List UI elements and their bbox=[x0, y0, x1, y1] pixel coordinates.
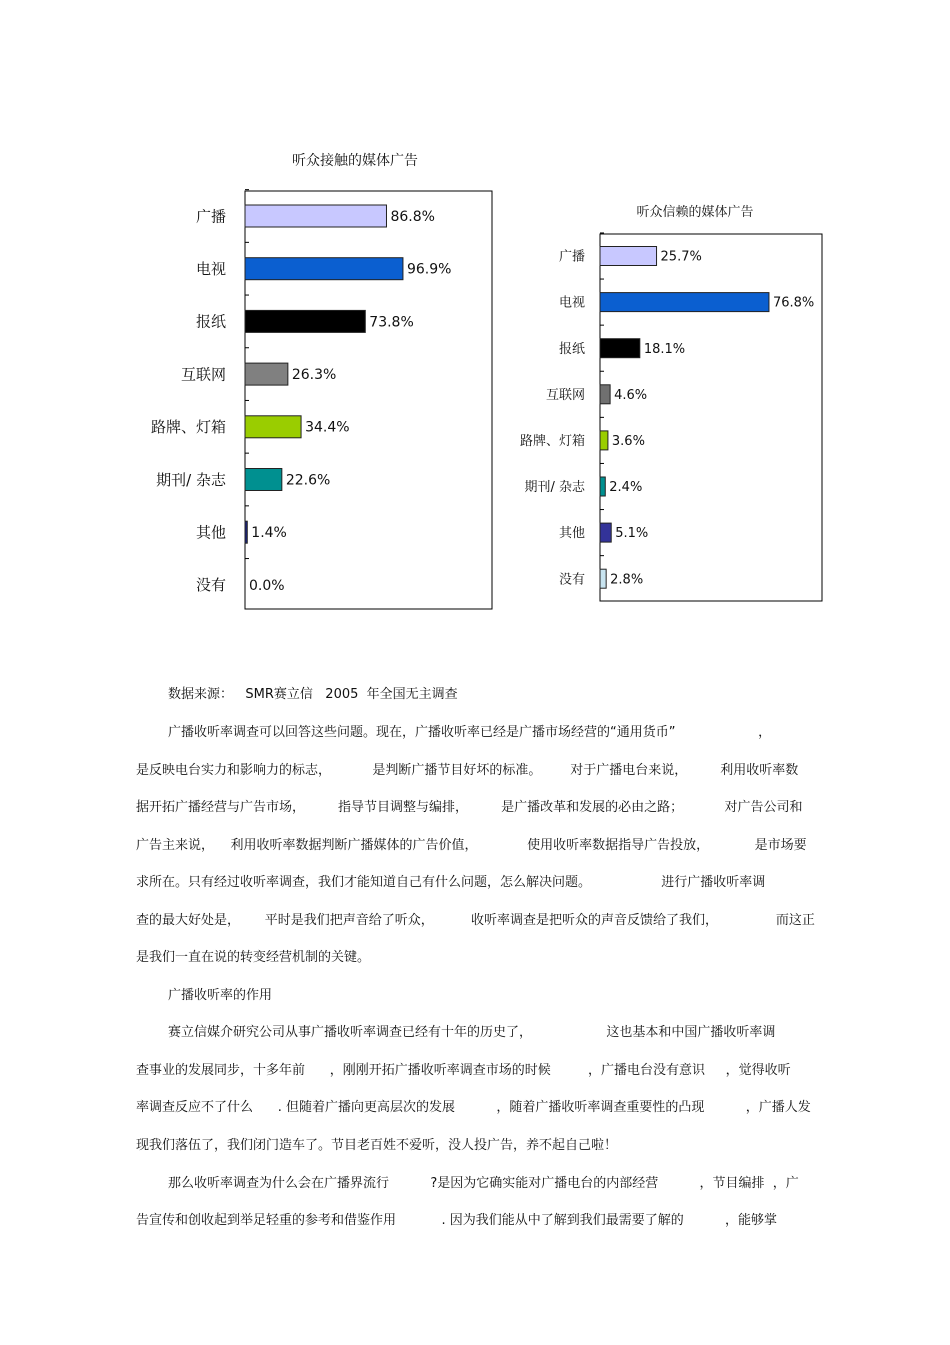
para-line-3: 据开拓广播经营与广告市场， 指导节目调整与编排， 是广播改革和发展的必由之路； 对广告公司和 bbox=[136, 800, 803, 815]
para-line-2: 是反映电台实力和影响力的标志， 是判断广播节目好坏的标准。 对于广播电台来说， 利用收听率数 bbox=[136, 763, 799, 778]
para-line-6: 查的最大好处是， 平时是我们把声音给了听众， 收听率调查是把听众的声音反馈给了我们， 而这正 bbox=[136, 913, 815, 928]
chart1-category-label: 路牌、灯箱 bbox=[150, 418, 226, 437]
chart2-value-label: 3.6% bbox=[611, 433, 645, 449]
chart1-category-label: 互联网 bbox=[180, 365, 226, 384]
chart1-value-label: 0.0% bbox=[249, 577, 285, 594]
chart2-category-label: 电视 bbox=[558, 295, 585, 311]
chart2-bar bbox=[600, 477, 605, 496]
chart2-bar bbox=[600, 523, 611, 542]
section-heading: 广播收听率的作用 bbox=[168, 988, 273, 1003]
para-line-10: 查事业的发展同步，十多年前 ，刚刚开拓广播收听率调查市场的时候 ，广播电台没有意识 ，觉得收听 bbox=[136, 1063, 791, 1078]
chart2-bar bbox=[600, 431, 608, 450]
para-line-12: 现我们落伍了，我们闭门造车了。节目老百姓不爱听，没人投广告，养不起自己啦！ bbox=[136, 1138, 618, 1153]
chart2-value-label: 2.8% bbox=[610, 572, 644, 588]
chart1-category-label: 没有 bbox=[195, 576, 226, 595]
chart1-category-label: 广播 bbox=[195, 207, 226, 226]
chart1-value-label: 34.4% bbox=[305, 419, 350, 436]
chart2-category-label: 互联网 bbox=[545, 387, 585, 403]
chart1-category-label: 电视 bbox=[195, 259, 226, 278]
chart1-title: 听众接触的媒体广告 bbox=[292, 153, 418, 169]
chart1-category-label: 其他 bbox=[195, 523, 226, 542]
chart2-title: 听众信赖的媒体广告 bbox=[636, 205, 754, 220]
chart2-category-label: 报纸 bbox=[558, 341, 585, 357]
chart1-bar bbox=[245, 205, 386, 227]
chart2-plot-frame bbox=[600, 234, 822, 601]
para-line-14: 告宣传和创收起到举足轻重的参考和借鉴作用 . 因为我们能从中了解到我们最需要了解的 ，能够掌 bbox=[136, 1213, 778, 1228]
chart2-category-label: 没有 bbox=[558, 572, 585, 588]
charts-canvas bbox=[0, 0, 950, 640]
chart1-bar bbox=[245, 363, 288, 385]
chart1-bar bbox=[245, 469, 282, 491]
chart1-bar bbox=[245, 258, 403, 280]
para-line-1: 广播收听率调查可以回答这些问题。现在，广播收听率已经是广播市场经营的“通用货币” ， bbox=[168, 725, 772, 740]
chart2-bar bbox=[600, 247, 657, 266]
para-line-13: 那么收听率调查为什么会在广播界流行 ?是因为它确实能对广播电台的内部经营 ，节目编排 ，广 bbox=[168, 1176, 799, 1191]
chart1-value-label: 73.8% bbox=[369, 314, 414, 331]
chart1-plot-frame bbox=[245, 191, 492, 609]
chart1-bar bbox=[245, 521, 247, 543]
chart2-value-label: 5.1% bbox=[615, 526, 649, 542]
chart1-value-label: 86.8% bbox=[390, 208, 435, 225]
chart2-value-label: 4.6% bbox=[614, 387, 648, 403]
chart2-value-label: 2.4% bbox=[609, 480, 643, 496]
chart1-category-label: 期刊/ 杂志 bbox=[156, 470, 226, 489]
chart1-value-label: 1.4% bbox=[251, 525, 287, 542]
chart1-category-label: 报纸 bbox=[195, 312, 226, 331]
para-line-11: 率调查反应不了什么 . 但随着广播向更高层次的发展 ，随着广播收听率调查重要性的凸现 ，广播人发 bbox=[136, 1100, 811, 1115]
chart2-bar bbox=[600, 293, 769, 312]
para-line-5: 求所在。只有经过收听率调查，我们才能知道自己有什么问题，怎么解决问题。 进行广播收听率调 bbox=[136, 875, 766, 890]
chart2-value-label: 18.1% bbox=[643, 341, 686, 357]
chart1-value-label: 96.9% bbox=[406, 261, 452, 278]
para-line-9: 赛立信媒介研究公司从事广播收听率调查已经有十年的历史了， 这也基本和中国广播收听率调 bbox=[168, 1025, 776, 1040]
chart2-category-label: 期刊/ 杂志 bbox=[524, 480, 585, 496]
para-line-4: 广告主来说， 利用收听率数据判断广播媒体的广告价值， 使用收听率数据指导广告投放， 是市场要 bbox=[136, 838, 807, 853]
chart1-bar bbox=[245, 310, 365, 332]
source-note: 数据来源： SMR赛立信 2005 年全国无主调查 bbox=[168, 687, 458, 702]
chart2-value-label: 25.7% bbox=[660, 249, 702, 265]
chart2-bar bbox=[600, 569, 606, 588]
chart2-category-label: 其他 bbox=[558, 526, 585, 542]
para-line-7: 是我们一直在说的转变经营机制的关键。 bbox=[136, 950, 371, 965]
chart2-value-label: 76.8% bbox=[772, 295, 815, 311]
chart2-bar bbox=[600, 385, 610, 404]
chart1-value-label: 26.3% bbox=[291, 367, 337, 383]
chart1-value-label: 22.6% bbox=[285, 472, 331, 489]
chart2-bar bbox=[600, 339, 640, 358]
chart1-bar bbox=[245, 416, 301, 438]
chart2-category-label: 路牌、灯箱 bbox=[519, 433, 585, 449]
chart2-category-label: 广播 bbox=[558, 249, 585, 265]
